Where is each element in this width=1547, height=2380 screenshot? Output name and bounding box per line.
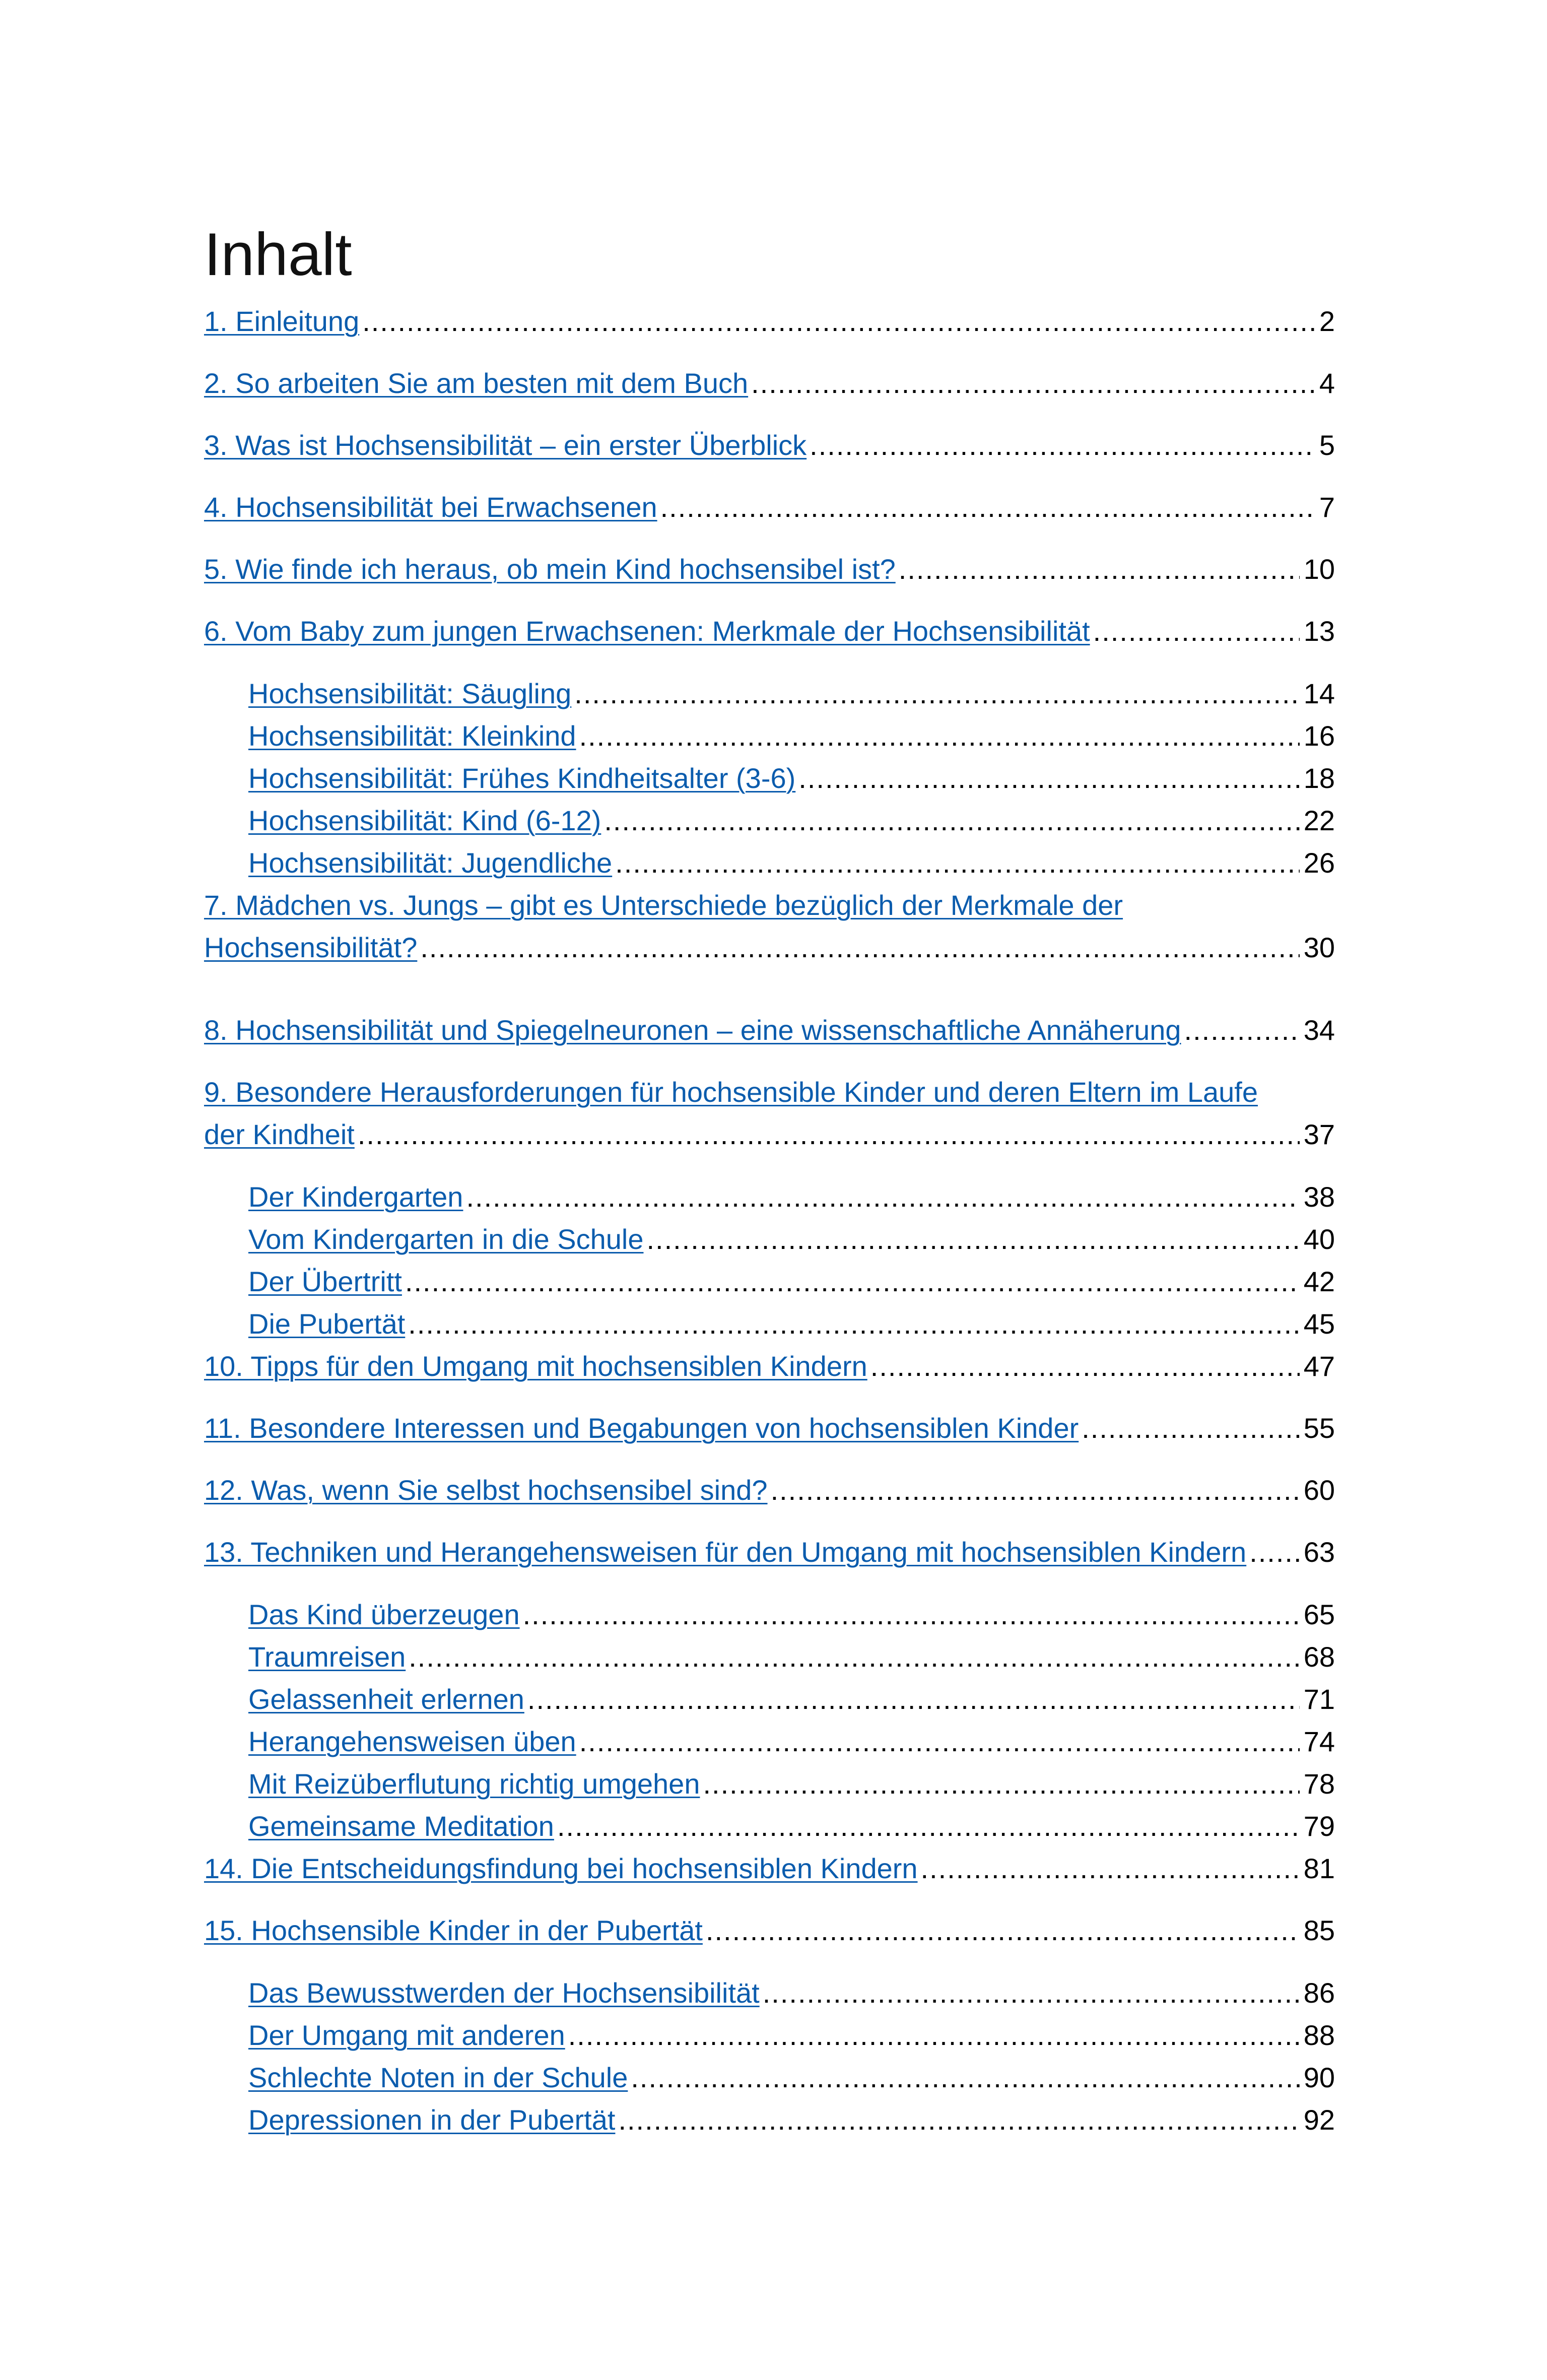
page-number: 18 (1303, 762, 1335, 794)
toc-entry-link[interactable]: 3. Was ist Hochsensibilität – ein erster Überblick (204, 429, 807, 461)
dot-leader (706, 1909, 1300, 1952)
page-number: 86 (1303, 1977, 1335, 2009)
toc-entry-link[interactable]: Depressionen in der Pubertät (248, 2104, 616, 2136)
toc-subentry[interactable] (248, 1261, 1335, 1303)
dot-leader (1184, 1009, 1300, 1051)
page-number: 92 (1303, 2104, 1335, 2136)
page-number: 42 (1303, 1266, 1335, 1297)
dot-leader (798, 757, 1299, 800)
toc-entry[interactable] (204, 1469, 1335, 1511)
dot-leader (810, 424, 1315, 467)
page-number: 5 (1319, 429, 1335, 461)
toc-subentry[interactable] (248, 673, 1335, 715)
toc-subentry[interactable] (248, 2099, 1335, 2141)
toc-entry[interactable] (204, 424, 1335, 467)
toc-entry-link[interactable]: Hochsensibilität: Kind (6-12) (248, 805, 601, 836)
dot-leader (362, 300, 1315, 343)
toc-entry[interactable] (204, 1345, 1335, 1387)
toc-subentry[interactable] (248, 842, 1335, 884)
dot-leader (527, 1678, 1300, 1721)
toc-entry-link[interactable]: 8. Hochsensibilität und Spiegelneuronen – eine wissenschaftliche Annäherung (204, 1014, 1181, 1046)
page-number: 45 (1303, 1308, 1335, 1340)
dot-leader (604, 800, 1299, 842)
toc-subentry[interactable] (248, 1678, 1335, 1721)
toc-entry-link[interactable]: 5. Wie finde ich heraus, ob mein Kind hochsensibel ist? (204, 553, 896, 585)
toc-entry-link[interactable]: Gemeinsame Meditation (248, 1810, 554, 1842)
toc-entry-link[interactable]: Herangehensweisen üben (248, 1726, 576, 1757)
toc-entry[interactable] (204, 610, 1335, 652)
dot-leader (466, 1176, 1299, 1218)
dot-leader (557, 1805, 1300, 1847)
toc-subentry[interactable] (248, 715, 1335, 757)
dot-leader (568, 2014, 1300, 2057)
toc-entry[interactable] (204, 1909, 1335, 1952)
page-number: 7 (1319, 491, 1335, 523)
page-number: 40 (1303, 1223, 1335, 1255)
toc-entry-link[interactable]: Gelassenheit erlernen (248, 1683, 524, 1715)
toc-subentry[interactable] (248, 1763, 1335, 1805)
dot-leader (579, 715, 1300, 757)
dot-leader (763, 1972, 1300, 2014)
toc-entry-link[interactable]: Vom Kindergarten in die Schule (248, 1223, 644, 1255)
toc-entry[interactable] (204, 300, 1335, 343)
toc-entry-link[interactable]: 2. So arbeiten Sie am besten mit dem Buch (204, 367, 749, 399)
toc-subentry[interactable] (248, 1636, 1335, 1678)
page-number: 34 (1303, 1014, 1335, 1046)
toc-entry-link[interactable]: Die Pubertät (248, 1308, 406, 1340)
toc-entry-link[interactable]: Mit Reizüberflutung richtig umgehen (248, 1768, 700, 1800)
toc-subentry[interactable] (248, 1972, 1335, 2014)
toc-subentry[interactable] (248, 2057, 1335, 2099)
toc-entry-link[interactable]: 13. Techniken und Herangehensweisen für den Umgang mit hochsensiblen Kindern (204, 1536, 1247, 1568)
toc-entry-link[interactable]: 6. Vom Baby zum jungen Erwachsenen: Merkmale der Hochsensibilität (204, 615, 1090, 647)
toc-entry-link[interactable]: 15. Hochsensible Kinder in der Pubertät (204, 1914, 703, 1946)
dot-leader (921, 1847, 1300, 1890)
page-number: 37 (1303, 1118, 1335, 1150)
toc-entry-link[interactable]: der Kindheit (204, 1118, 355, 1150)
page-number: 10 (1303, 553, 1335, 585)
toc-entry-link[interactable]: Hochsensibilität: Kleinkind (248, 720, 576, 752)
toc-entry-link[interactable]: Schlechte Noten in der Schule (248, 2062, 628, 2093)
dot-leader (409, 1636, 1299, 1678)
dot-leader (618, 2099, 1299, 2141)
page-number: 65 (1303, 1599, 1335, 1630)
toc-subentry[interactable] (248, 757, 1335, 800)
dot-leader (751, 362, 1315, 405)
toc-entry[interactable] (204, 1531, 1335, 1573)
toc-subentry[interactable] (248, 1721, 1335, 1763)
page-number: 79 (1303, 1810, 1335, 1842)
toc-entry-link[interactable]: Hochsensibilität? (204, 932, 418, 963)
toc-entry-link[interactable]: 10. Tipps für den Umgang mit hochsensiblen Kindern (204, 1350, 867, 1382)
page-number: 55 (1303, 1412, 1335, 1444)
page-number: 90 (1303, 2062, 1335, 2093)
toc-entry-link[interactable]: Hochsensibilität: Säugling (248, 678, 572, 709)
toc-subentry[interactable] (248, 1594, 1335, 1636)
page-number: 2 (1319, 305, 1335, 337)
page-number: 26 (1303, 847, 1335, 879)
toc-subentry[interactable] (248, 1176, 1335, 1218)
page-number: 38 (1303, 1181, 1335, 1213)
page-number: 60 (1303, 1474, 1335, 1506)
toc-entry[interactable] (204, 884, 1335, 969)
toc-entry-link[interactable]: Der Kindergarten (248, 1181, 463, 1213)
toc-entry-link[interactable]: 4. Hochsensibilität bei Erwachsenen (204, 491, 657, 523)
toc-entry-link[interactable]: 1. Einleitung (204, 305, 360, 337)
page-number: 30 (1303, 932, 1335, 963)
page-number: 85 (1303, 1914, 1335, 1946)
toc-entry[interactable] (204, 486, 1335, 528)
dot-leader (574, 673, 1299, 715)
dot-leader (771, 1469, 1300, 1511)
dot-leader (523, 1594, 1300, 1636)
dot-leader (579, 1721, 1300, 1763)
toc-entry-link[interactable]: 9. Besondere Herausforderungen für hochsensible Kinder und deren Eltern im Laufe (204, 1076, 1258, 1108)
toc-entry-link[interactable]: 12. Was, wenn Sie selbst hochsensibel sind? (204, 1474, 768, 1506)
toc-entry[interactable] (204, 1071, 1335, 1156)
toc-subentry[interactable] (248, 1805, 1335, 1847)
toc-subentry[interactable] (248, 1218, 1335, 1261)
dot-leader (358, 1113, 1300, 1156)
dot-leader (405, 1261, 1300, 1303)
toc-entry-link[interactable]: Traumreisen (248, 1641, 406, 1673)
dot-leader (420, 927, 1299, 969)
dot-leader (615, 842, 1300, 884)
dot-leader (660, 486, 1315, 528)
toc-entry-link[interactable]: Der Übertritt (248, 1266, 402, 1297)
page-number: 81 (1303, 1853, 1335, 1884)
toc-subentry[interactable] (248, 800, 1335, 842)
page-number: 16 (1303, 720, 1335, 752)
page-number: 74 (1303, 1726, 1335, 1757)
page-number: 78 (1303, 1768, 1335, 1800)
toc-entry[interactable] (204, 1407, 1335, 1449)
toc-entry[interactable] (204, 1009, 1335, 1051)
page-number: 13 (1303, 615, 1335, 647)
page-number: 88 (1303, 2019, 1335, 2051)
dot-leader (408, 1303, 1299, 1345)
dot-leader (1093, 610, 1300, 652)
page-number: 14 (1303, 678, 1335, 709)
toc-entry-link[interactable]: Das Kind überzeugen (248, 1599, 520, 1630)
toc-entry[interactable] (204, 362, 1335, 405)
dot-leader (899, 548, 1300, 590)
page-number: 68 (1303, 1641, 1335, 1673)
toc-entry-link[interactable]: 7. Mädchen vs. Jungs – gibt es Unterschiede bezüglich der Merkmale der (204, 889, 1123, 921)
toc-entry-link[interactable]: 11. Besondere Interessen und Begabungen von hochsensiblen Kinder (204, 1412, 1079, 1444)
toc-entry[interactable] (204, 548, 1335, 590)
page-number: 4 (1319, 367, 1335, 399)
toc-entry-link[interactable]: Das Bewusstwerden der Hochsensibilität (248, 1977, 760, 2009)
toc-entry-link[interactable]: Hochsensibilität: Frühes Kindheitsalter (3-6) (248, 762, 796, 794)
dot-leader (1249, 1531, 1300, 1573)
dot-leader (870, 1345, 1300, 1387)
toc-entry-link[interactable]: 14. Die Entscheidungsfindung bei hochsensiblen Kindern (204, 1853, 918, 1884)
toc-entry-link[interactable]: Hochsensibilität: Jugendliche (248, 847, 613, 879)
page-number: 63 (1303, 1536, 1335, 1568)
toc-title: Inhalt (204, 221, 352, 288)
toc-subentry[interactable] (248, 2014, 1335, 2057)
toc-entry[interactable] (204, 1847, 1335, 1890)
toc-subentry[interactable] (248, 1303, 1335, 1345)
page-number: 22 (1303, 805, 1335, 836)
dot-leader (703, 1763, 1299, 1805)
page-number: 71 (1303, 1683, 1335, 1715)
toc-entry-link[interactable]: Der Umgang mit anderen (248, 2019, 565, 2051)
table-of-contents (204, 0, 1335, 2380)
page-number: 47 (1303, 1350, 1335, 1382)
dot-leader (631, 2057, 1299, 2099)
dot-leader (647, 1218, 1300, 1261)
dot-leader (1082, 1407, 1299, 1449)
